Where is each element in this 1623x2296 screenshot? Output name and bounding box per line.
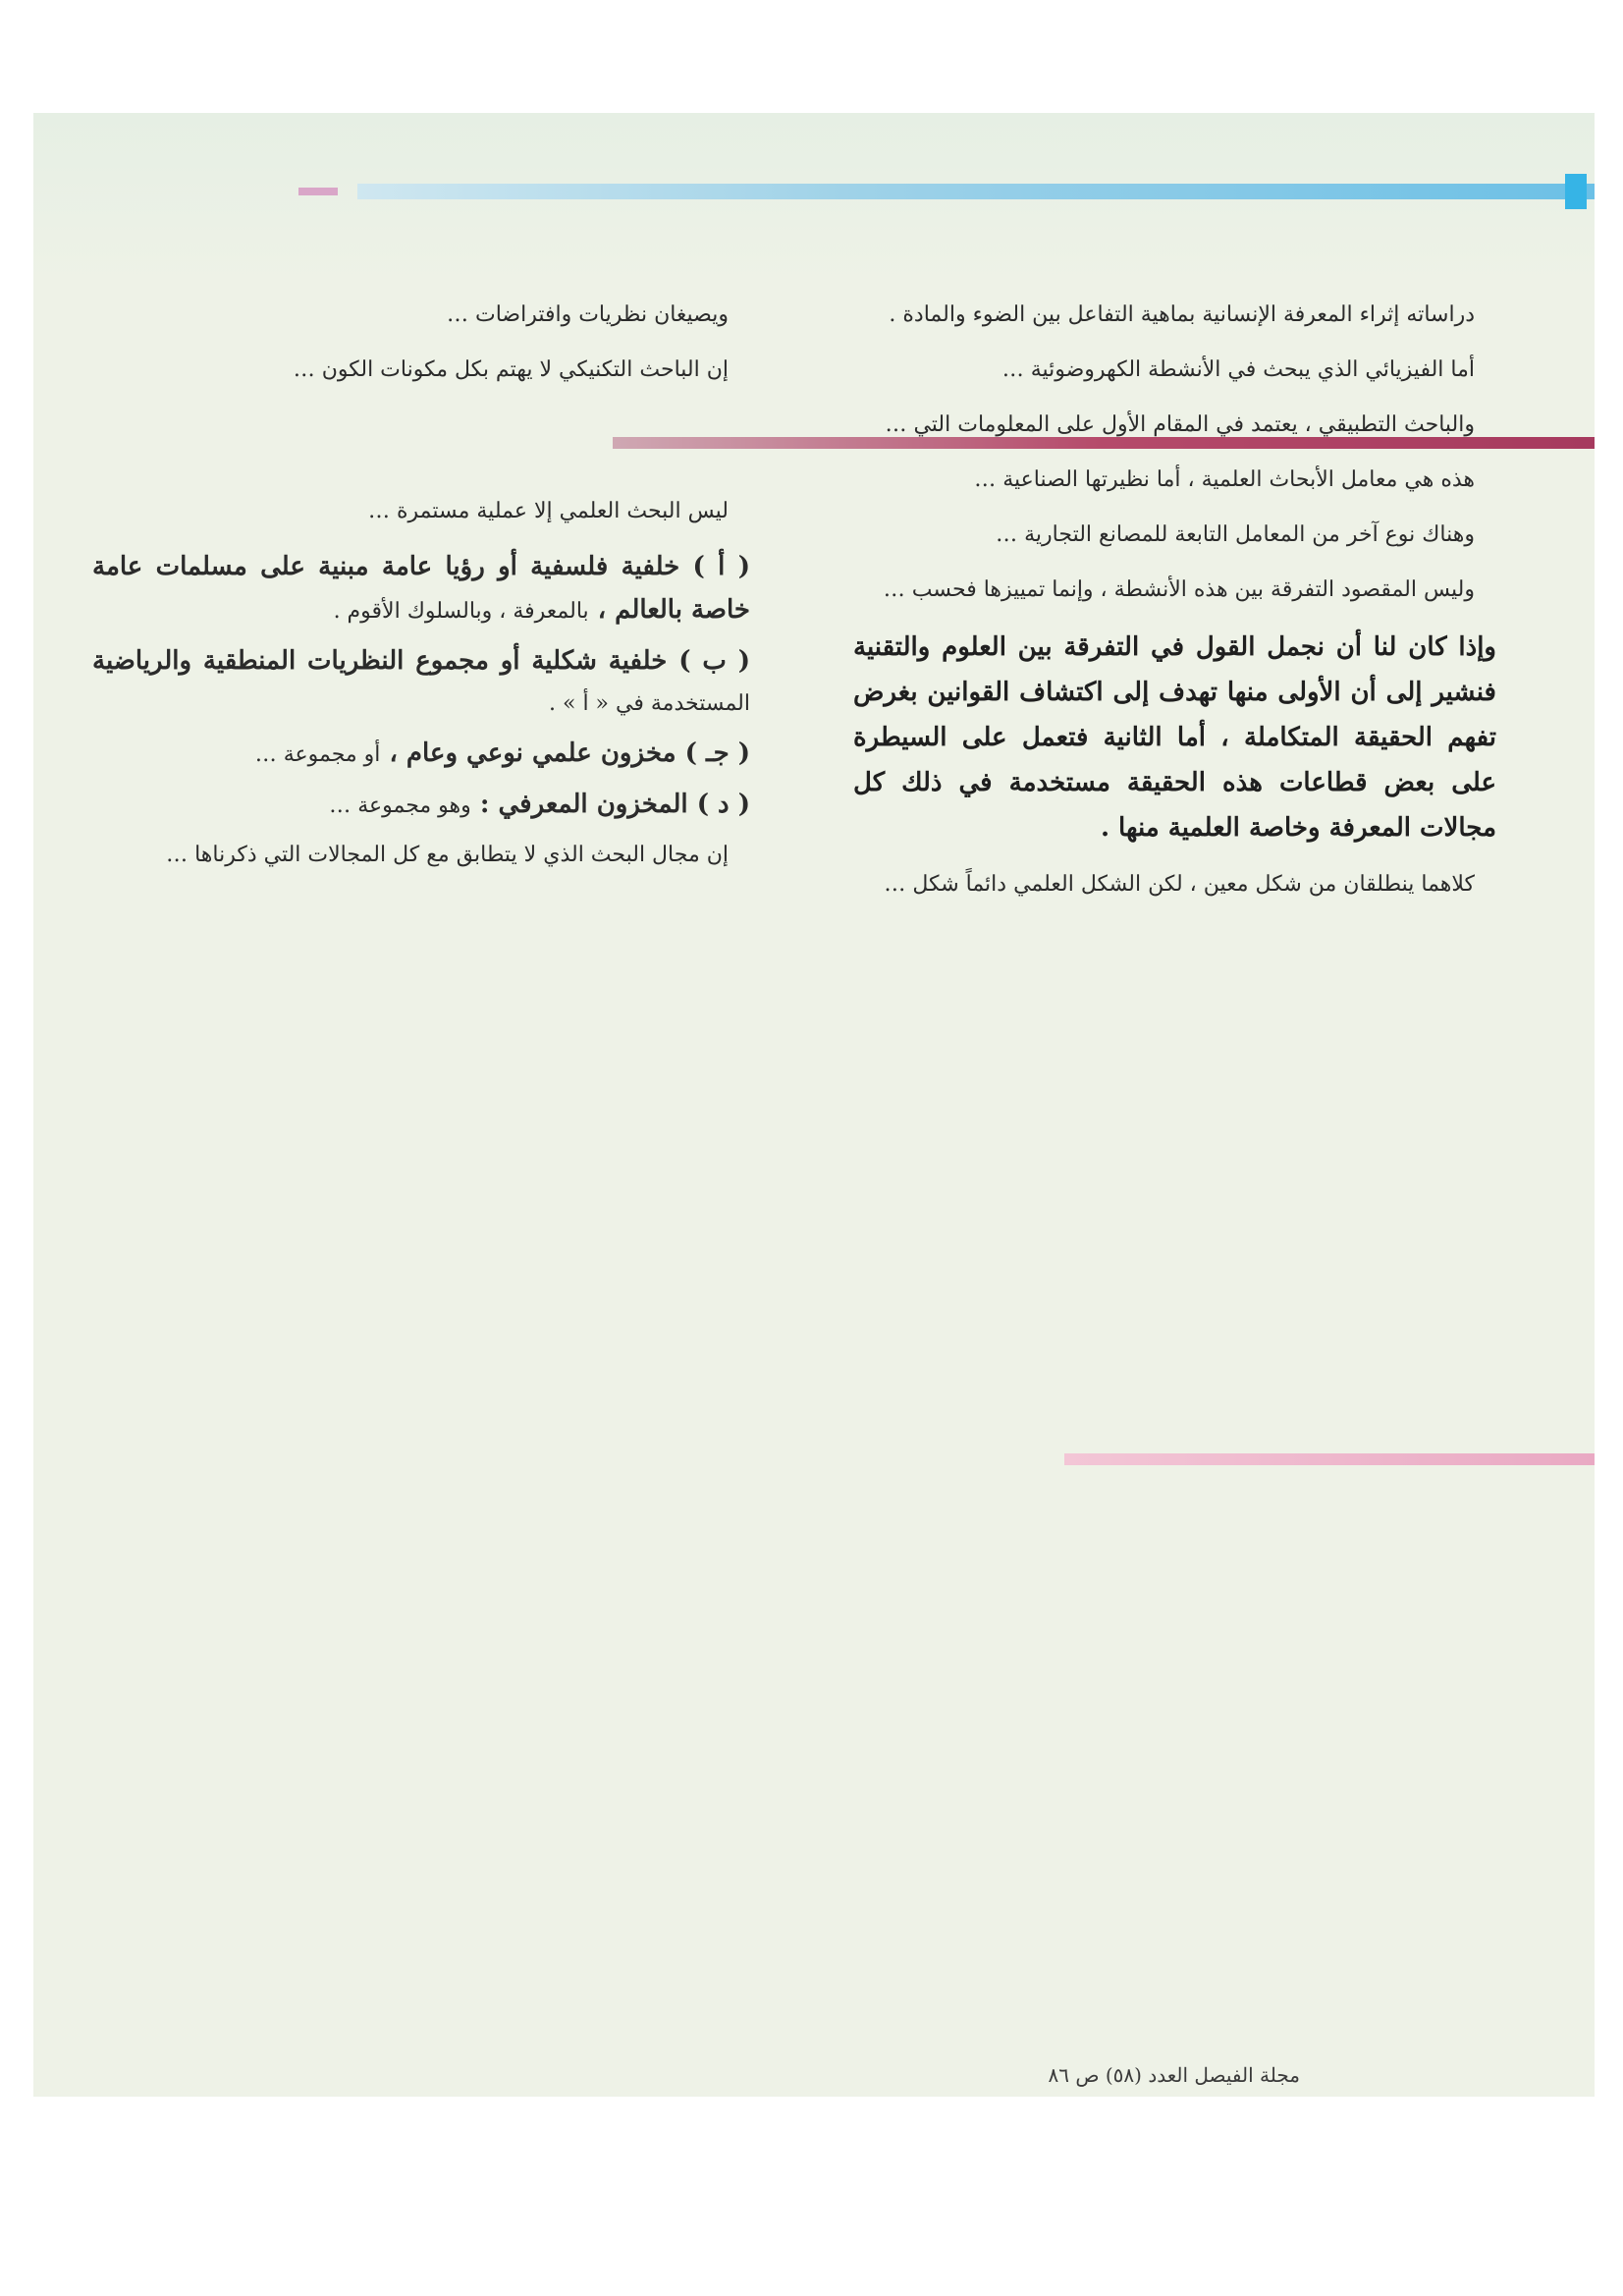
paragraph: دراساته إثراء المعرفة الإنسانية بماهية التفاعل بين الضوء والمادة . [889, 302, 1475, 327]
paragraph: ليس البحث العلمي إلا عملية مستمرة … [367, 499, 729, 523]
paragraph: هذه هي معامل الأبحاث العلمية ، أما نظيرتها الصناعية … [974, 467, 1475, 492]
paragraph: ويصيغان نظريات وافتراضات … [447, 302, 729, 327]
list-item-lead: ( ب ) خلفية شكلية أو مجموع النظريات المنطقية والرياضية [92, 646, 750, 676]
right-text-column [853, 295, 1496, 919]
list-item-lead: ( أ ) خلفية فلسفية أو رؤيا عامة مبنية على مسلمات عامة خاصة بالعالم ، [92, 552, 750, 625]
pink-marker-strip [1064, 1453, 1595, 1465]
list-item-text: المستخدمة في « أ » . [549, 691, 750, 716]
list-item-lead: ( د ) المخزون المعرفي : [470, 790, 750, 819]
paragraph: إن مجال البحث الذي لا يتطابق مع كل المجالات التي ذكرناها … [166, 843, 729, 867]
magazine-page [33, 113, 1595, 2097]
list-item [92, 640, 750, 725]
paragraph: والباحث التطبيقي ، يعتمد في المقام الأول على المعلومات التي … [885, 412, 1475, 437]
paragraph: وهناك نوع آخر من المعامل التابعة للمصانع التجارية … [996, 522, 1475, 547]
list-item-text: بالمعرفة ، وبالسلوك الأقوم . [333, 599, 589, 624]
list-item [92, 784, 750, 827]
bold-paragraph: وإذا كان لنا أن نجمل القول في التفرقة بين العلوم والتقنية فنشير إلى أن الأولى منها تهدف إلى اكتشاف القوانين بغرض تفهم الحقيقة المتكاملة ، أما الثانية فتعمل على السيطرة على بعض قطاعات هذه الحقيقة مستخدمة في ذلك كل مجالات المعرفة وخاصة العلمية منها . [853, 632, 1496, 843]
section-divider [92, 405, 750, 473]
header-pink-mark [298, 188, 338, 195]
header-cyan-band [357, 184, 1595, 199]
paragraph: وليس المقصود التفرقة بين هذه الأنشطة ، وإنما تمييزها فحسب … [883, 577, 1475, 602]
list-item-text: أو مجموعة … [254, 742, 381, 767]
page-footer: مجلة الفيصل العدد (٥٨) ص ٨٦ [1048, 2063, 1300, 2087]
list-item [92, 546, 750, 632]
paragraph: كلاهما ينطلقان من شكل معين ، لكن الشكل العلمي دائماً شكل … [884, 872, 1475, 897]
paragraph: أما الفيزيائي الذي يبحث في الأنشطة الكهروضوئية … [1001, 357, 1475, 382]
paragraph: إن الباحث التكنيكي لا يهتم بكل مكونات الكون … [293, 357, 729, 382]
list-item [92, 733, 750, 776]
left-text-column [92, 295, 750, 890]
header-cyan-stub [1565, 174, 1587, 209]
list-item-lead: ( جـ ) مخزون علمي نوعي وعام ، [380, 738, 750, 768]
list-item-text: وهو مجموعة … [329, 793, 471, 818]
